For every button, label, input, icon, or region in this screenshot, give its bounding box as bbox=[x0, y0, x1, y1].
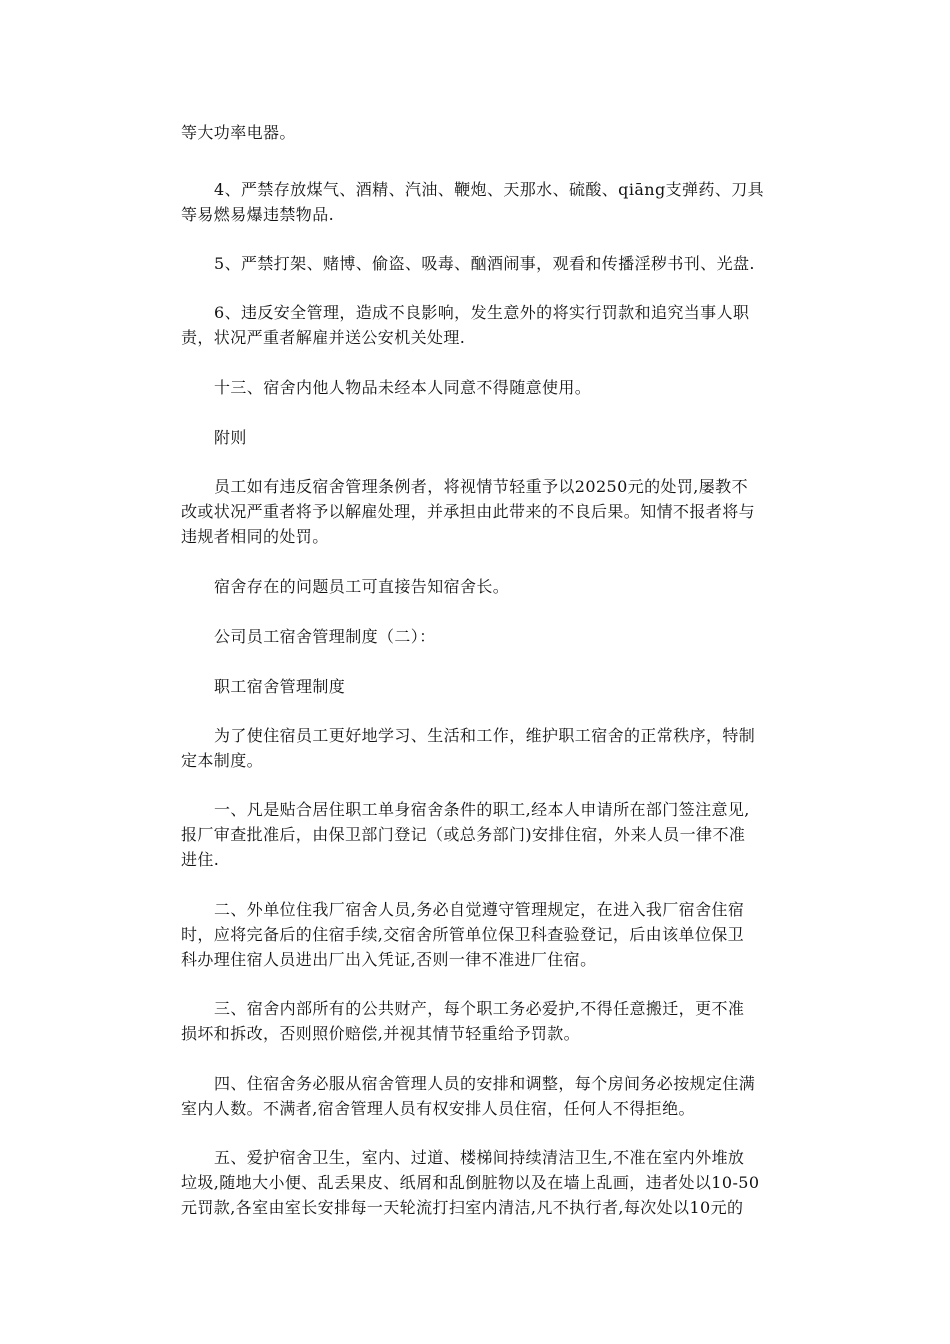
section-heading: 职工宿舍管理制度 bbox=[214, 677, 346, 696]
text-line: 进住. bbox=[181, 850, 220, 869]
text-line: 等易燃易爆违禁物品. bbox=[181, 205, 335, 224]
text-line: 损坏和拆改，否则照价赔偿,并视其情节轻重给予罚款。 bbox=[181, 1024, 581, 1043]
section-heading: 公司员工宿舍管理制度（二）： bbox=[214, 627, 436, 646]
text-line: 为了使住宿员工更好地学习、生活和工作，维护职工宿舍的正常秩序，特制 bbox=[214, 726, 756, 745]
text-line: 二、外单位住我厂宿舍人员,务必自觉遵守管理规定，在进入我厂宿舍住宿 bbox=[214, 900, 745, 919]
text-line: 定本制度。 bbox=[181, 751, 264, 770]
section-heading: 附则 bbox=[214, 428, 247, 447]
text-line: 五、爱护宿舍卫生，室内、过道、楼梯间持续清洁卫生,不准在室内外堆放 bbox=[214, 1148, 745, 1167]
text-line: 科办理住宿人员进出厂出入凭证,否则一律不准进厂住宿。 bbox=[181, 950, 597, 969]
text-line: 四、住宿舍务必服从宿舍管理人员的安排和调整，每个房间务必按规定住满 bbox=[214, 1074, 756, 1093]
text-line: 三、宿舍内部所有的公共财产，每个职工务必爱护,不得任意搬迁，更不准 bbox=[214, 999, 745, 1018]
text-line: 6、违反安全管理，造成不良影响，发生意外的将实行罚款和追究当事人职 bbox=[214, 303, 750, 322]
text-line: 垃圾,随地大小便、乱丢果皮、纸屑和乱倒脏物以及在墙上乱画，违者处以10-50 bbox=[181, 1173, 760, 1192]
text-line: 宿舍存在的问题员工可直接告知宿舍长。 bbox=[214, 577, 510, 596]
text-line: 违规者相同的处罚。 bbox=[181, 527, 329, 546]
text-line: 一、凡是贴合居住职工单身宿舍条件的职工,经本人申请所在部门签注意见, bbox=[214, 800, 750, 819]
text-line: 室内人数。不满者,宿舍管理人员有权安排人员住宿，任何人不得拒绝。 bbox=[181, 1099, 695, 1118]
text-line: 责，状况严重者解雇并送公安机关处理. bbox=[181, 328, 466, 347]
text-line: 时，应将完备后的住宿手续,交宿舍所管单位保卫科查验登记，后由该单位保卫 bbox=[181, 925, 745, 944]
text-line: 元罚款,各室由室长安排每一天轮流打扫室内清洁,凡不执行者,每次处以10元的 bbox=[181, 1198, 744, 1217]
text-line: 改或状况严重者将予以解雇处理，并承担由此带来的不良后果。知情不报者将与 bbox=[181, 502, 756, 521]
text-line: 十三、宿舍内他人物品未经本人同意不得随意使用。 bbox=[214, 378, 592, 397]
text-line: 报厂审查批准后，由保卫部门登记（或总务部门)安排住宿，外来人员一律不准 bbox=[181, 825, 746, 844]
text-line: 员工如有违反宿舍管理条例者，将视情节轻重予以20250元的处罚,屡教不 bbox=[214, 477, 748, 496]
text-line: 4、严禁存放煤气、酒精、汽油、鞭炮、天那水、硫酸、qiāng支弹药、刀具 bbox=[214, 180, 765, 199]
text-line: 5、严禁打架、赌博、偷盗、吸毒、酗酒闹事，观看和传播淫秽书刊、光盘. bbox=[214, 254, 755, 273]
text-line: 等大功率电器。 bbox=[181, 123, 296, 142]
